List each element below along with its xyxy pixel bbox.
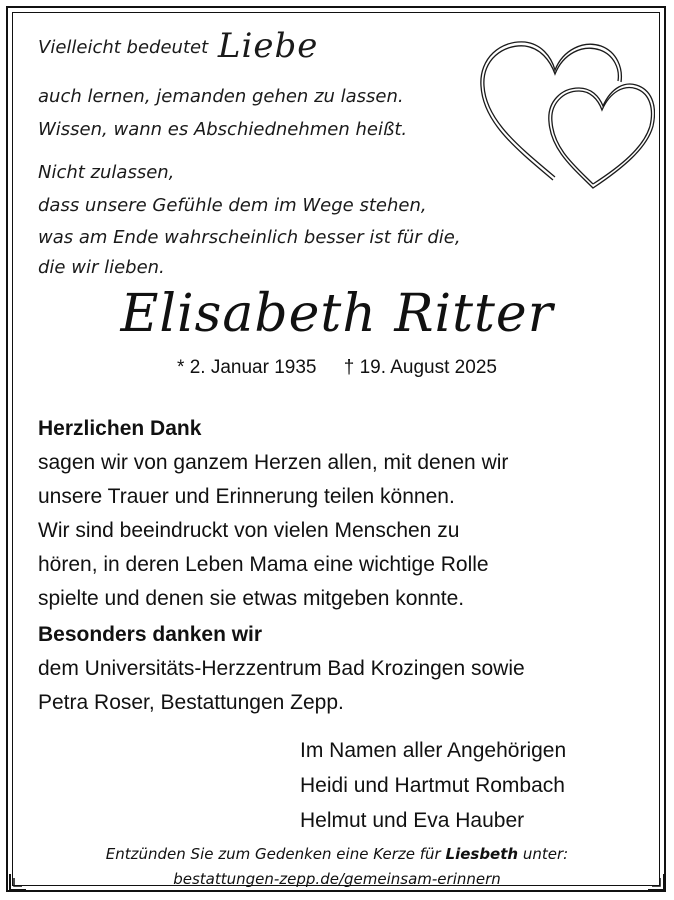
poem-line-1 — [38, 26, 318, 68]
special-thanks-line: dem Universitäts-Herzzentrum Bad Krozingen sowie — [38, 657, 525, 680]
poem-line-3: Wissen, wann es Abschiednehmen heißt. — [38, 119, 408, 140]
thanks-heading: Herzlichen Dank — [38, 417, 202, 440]
thanks-line: hören, in deren Leben Mama eine wichtige Rolle — [38, 553, 489, 576]
thanks-line: Wir sind beeindruckt von vielen Menschen zu — [38, 519, 460, 542]
special-thanks-section — [38, 618, 640, 720]
signature-line-3: Helmut und Eva Hauber — [300, 809, 525, 832]
poem-line-5: dass unsere Gefühle dem im Wege stehen, — [38, 195, 427, 216]
thanks-line: sagen wir von ganzem Herzen allen, mit denen wir — [38, 451, 509, 474]
signature-line-1: Im Namen aller Angehörigen — [300, 739, 567, 762]
special-thanks-line: Petra Roser, Bestattungen Zepp. — [38, 691, 344, 714]
candle-notice-line-1 — [0, 842, 674, 867]
poem-line-2: auch lernen, jemanden gehen zu lassen. — [38, 86, 404, 107]
poem-line-7: die wir lieben. — [38, 257, 165, 278]
thanks-line: spielte und denen sie etwas mitgeben konnte. — [38, 587, 465, 610]
candle-notice — [0, 842, 674, 892]
candle-notice-text: Entzünden Sie zum Gedenken eine Kerze für — [105, 845, 441, 863]
life-dates — [0, 357, 674, 379]
candle-notice-name: Liesbeth — [445, 845, 519, 863]
special-thanks-heading: Besonders danken wir — [38, 623, 263, 646]
poem-line-1-text: Vielleicht bedeutet — [38, 37, 209, 58]
birth-date: * 2. Januar 1935 — [177, 357, 317, 378]
two-hearts-icon — [475, 30, 655, 195]
signature-line-2: Heidi und Hartmut Rombach — [300, 774, 565, 797]
deceased-name: Elisabeth Ritter — [120, 284, 554, 344]
thanks-section — [38, 412, 640, 616]
poem-line-4: Nicht zulassen, — [38, 162, 175, 183]
poem-word-liebe: Liebe — [217, 26, 319, 66]
poem-line-6: was am Ende wahrscheinlich besser ist für die, — [38, 227, 461, 248]
candle-notice-suffix: unter: — [522, 845, 569, 863]
memorial-website-link[interactable]: bestattungen-zepp.de/gemeinsam-erinnern — [173, 870, 501, 888]
death-date: † 19. August 2025 — [343, 357, 497, 378]
thanks-line: unsere Trauer und Erinnerung teilen können. — [38, 485, 455, 508]
